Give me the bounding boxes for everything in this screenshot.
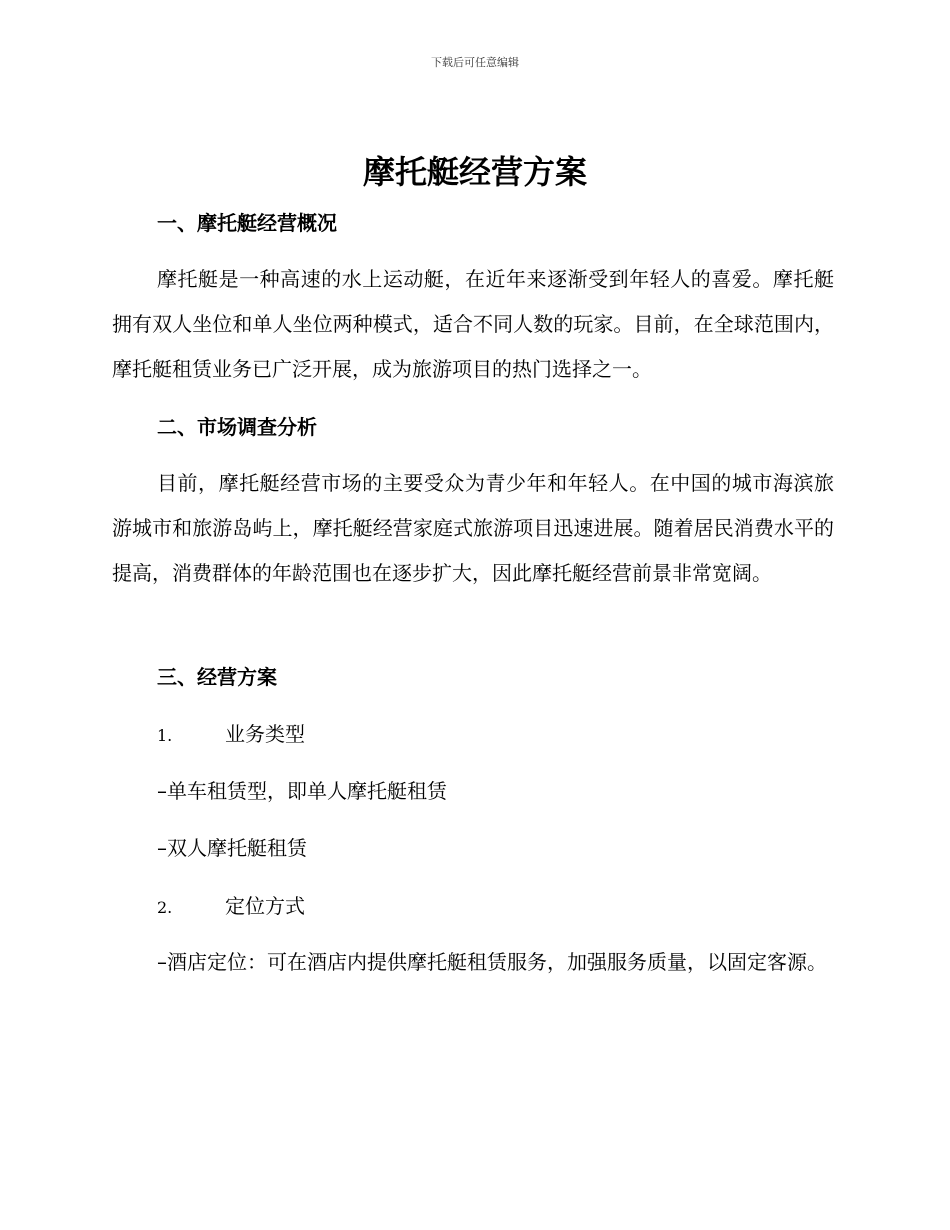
item-label: 业务类型 [225,722,305,746]
numbered-item-positioning [157,892,305,922]
item-number: 1. [157,726,173,745]
numbered-item-business-type [157,720,305,750]
list-item-hotel-positioning: –酒店定位：可在酒店内提供摩托艇租赁服务，加强服务质量，以固定客源。 [157,950,827,974]
section-heading-business-plan: 三、经营方案 [157,665,277,689]
section-heading-market-analysis: 二、市场调查分析 [157,415,317,439]
item-number: 2. [157,898,173,917]
section-paragraph-overview: 摩托艇是一种高速的水上运动艇，在近年来逐渐受到年轻人的喜爱。摩托艇拥有双人坐位和单人坐位两种模式，适合不同人数的玩家。目前，在全球范围内，摩托艇租赁业务已广泛开展，成为旅游项目的热门选择之一。 [112,267,834,381]
page-header-note: 下载后可任意编辑 [431,56,519,69]
section-paragraph-market-analysis: 目前，摩托艇经营市场的主要受众为青少年和年轻人。在中国的城市海滨旅游城市和旅游岛屿上，摩托艇经营家庭式旅游项目迅速进展。随着居民消费水平的提高，消费群体的年龄范围也在逐步扩大，因此摩托艇经营前景非常宽阔。 [112,471,834,585]
list-item-double-rental: –双人摩托艇租赁 [157,836,307,860]
item-label: 定位方式 [225,894,305,918]
list-item-single-rental: –单车租赁型，即单人摩托艇租赁 [157,779,447,803]
document-title: 摩托艇经营方案 [362,153,587,191]
section-heading-overview: 一、摩托艇经营概况 [157,211,337,235]
